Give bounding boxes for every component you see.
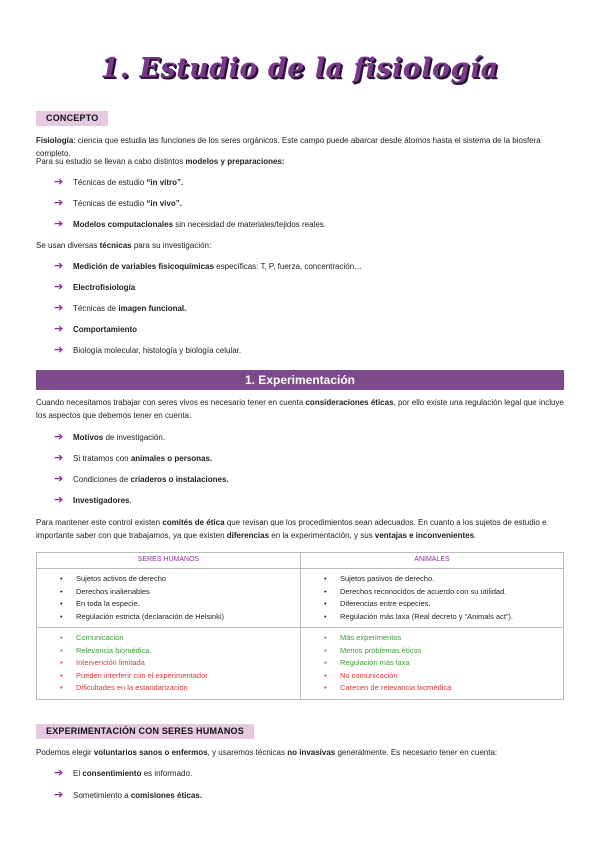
item-text: Condiciones de: [73, 475, 131, 484]
list-item: • Sujetos activos de derecho: [37, 573, 300, 586]
item-text-post: sin necesidad de materiales/tejidos reales.: [173, 220, 327, 229]
arrow-icon: ➔: [54, 344, 64, 356]
list-item: • Comunicación: [37, 632, 300, 645]
humans-bold-b: voluntarios sanos o enfermos: [93, 748, 208, 757]
humans-text-e: generalmente. Es necesario tener en cuenta:: [335, 748, 498, 757]
item-text: Técnicas de: [73, 304, 119, 313]
table-header-animales: ANIMALES: [301, 553, 564, 569]
list-item: [54, 454, 554, 466]
list-item: [54, 496, 554, 508]
section-banner-experimentacion: 1. Experimentación: [36, 370, 564, 390]
page-title: 1. Estudio de la fisiología: [100, 53, 499, 84]
item-bold: comisiones éticas.: [130, 791, 202, 800]
techniques-intro-post: para su investigación:: [131, 241, 212, 250]
item-bold: animales o personas.: [130, 454, 213, 463]
item-text-post: de investigación.: [103, 433, 166, 442]
list-item: [54, 346, 554, 358]
models-intro-text: Para su estudio se llevan a cabo distintos: [36, 157, 186, 166]
list-item: • Relevancia biomédica.: [37, 645, 300, 658]
item-bold: imagen funcional.: [118, 304, 187, 313]
definition-text: : ciencia que estudia las funciones de los seres orgánicos. Este campo puede abarcar desde átomos hasta el sistema de la biosfera completo.: [36, 136, 541, 158]
item-bold: Medición de variables fisicoquímicas: [73, 262, 214, 271]
list-item: • Regulación más laxa (Real decreto y “Animals act”).: [301, 611, 563, 624]
table-cell: [37, 628, 301, 700]
item-text: Si tratamos con: [73, 454, 131, 463]
item-bold: Electrofisiología: [73, 283, 136, 292]
item-text-post: .: [129, 496, 132, 505]
arrow-icon: ➔: [54, 197, 64, 209]
ethics-text: Cuando necesitamos trabajar con seres vivos es necesario tener en cuenta: [36, 398, 306, 407]
item-bold: “in vitro”.: [146, 178, 184, 187]
list-item: • Diferencias entre especies.: [301, 598, 563, 611]
list-item: • Regulación más laxa: [301, 657, 563, 670]
item-bold: Comportamiento: [73, 325, 137, 334]
committees-text-g: .: [474, 530, 477, 540]
list-item: [54, 791, 554, 803]
committees-bold-f: ventajas e inconvenientes: [374, 530, 475, 540]
section-tag-humanos: EXPERIMENTACIÓN CON SERES HUMANOS: [36, 724, 254, 739]
item-bold: Investigadores: [73, 496, 130, 505]
arrow-icon: ➔: [54, 176, 64, 188]
techniques-intro-text: Se usan diversas: [36, 241, 100, 250]
arrow-icon: ➔: [54, 323, 64, 335]
committees-text-c: que revisan que los procedimientos sean adecuados. En cuanto a los sujetos de estudio e importante saber con que trabajamos, ya que existen: [36, 518, 547, 540]
table-header-humanos: SERES HUMANOS: [37, 553, 301, 569]
committees-bold-b: comités de ética: [162, 518, 225, 527]
list-item: [54, 769, 554, 781]
list-item: • Pueden interferir con el experimentador: [37, 670, 300, 683]
arrow-icon: ➔: [54, 431, 64, 443]
list-item: • Derechos reconocidos de acuerdo con su utilidad.: [301, 586, 563, 599]
arrow-icon: ➔: [54, 767, 64, 779]
list-item: [54, 475, 554, 487]
item-text: Técnicas de estudio: [73, 178, 147, 187]
list-item: [54, 304, 554, 316]
humans-text-c: , y usaremos técnicas: [207, 748, 288, 757]
item-bold: consentimiento: [82, 769, 142, 778]
item-text: Sometimiento a: [73, 791, 131, 800]
item-text-post: es informado.: [141, 769, 193, 778]
list-item: • No comunicación: [301, 670, 563, 683]
section-tag-concepto: CONCEPTO: [36, 111, 108, 126]
list-item: [54, 325, 554, 337]
humans-text-a: Podemos elegir: [36, 748, 94, 757]
list-item: [54, 178, 554, 190]
item-text: Biología molecular, histología y biología celular.: [73, 346, 242, 355]
humans-bold-d: no invasivas: [287, 748, 336, 757]
committees-text-e: en la experimentación, y sus: [269, 530, 375, 540]
techniques-intro: [36, 240, 564, 253]
list-item: [54, 283, 554, 295]
list-item: • Menos problemas éticos: [301, 645, 563, 658]
list-item: • Sujetos pasivos de derecho.: [301, 573, 563, 586]
models-intro-bold: modelos y preparaciones:: [185, 157, 285, 166]
item-text-post: específicas: T, P, fuerza, concentración…: [213, 262, 363, 271]
arrow-icon: ➔: [54, 452, 64, 464]
item-bold: Modelos computacionales: [73, 220, 174, 229]
arrow-icon: ➔: [54, 302, 64, 314]
humans-paragraph: [36, 747, 564, 760]
table-cell: [301, 569, 564, 628]
comparison-table: [36, 552, 564, 700]
ethics-paragraph: [36, 397, 564, 422]
models-intro: [36, 156, 564, 169]
item-bold: Motivos: [73, 433, 104, 442]
committees-text-a: Para mantener este control existen: [36, 518, 163, 527]
committees-paragraph: [36, 517, 564, 542]
ethics-text-post: , por ello existe una regulación legal que incluye los aspectos que debemos tener en cuenta:: [36, 398, 564, 420]
list-item: [54, 199, 554, 211]
ethics-bold: consideraciones éticas: [305, 398, 394, 407]
arrow-icon: ➔: [54, 789, 64, 801]
list-item: • En toda la especie.: [37, 598, 300, 611]
list-item: [54, 433, 554, 445]
techniques-intro-bold: técnicas: [99, 241, 132, 250]
list-item: [54, 262, 554, 274]
list-item: • Dificultades en la estandarización: [37, 682, 300, 695]
table-row: [37, 569, 564, 628]
item-text: El: [73, 769, 83, 778]
item-bold: “in vivo”.: [146, 199, 182, 208]
arrow-icon: ➔: [54, 260, 64, 272]
list-item: • Regulación estricta (declaración de Helsinki): [37, 611, 300, 624]
arrow-icon: ➔: [54, 281, 64, 293]
arrow-icon: ➔: [54, 473, 64, 485]
arrow-icon: ➔: [54, 494, 64, 506]
table-cell: [37, 569, 301, 628]
committees-bold-d: diferencias: [226, 530, 270, 540]
list-item: [54, 220, 554, 232]
list-item: • Intervención limitada: [37, 657, 300, 670]
list-item: • Derechos inalienables: [37, 586, 300, 599]
definition-term: Fisiología: [36, 136, 74, 145]
list-item: • Más experimentos: [301, 632, 563, 645]
table-row: [37, 628, 564, 700]
item-text: Técnicas de estudio: [73, 199, 147, 208]
arrow-icon: ➔: [54, 218, 64, 230]
list-item: • Carecen de relevancia biomédica: [301, 682, 563, 695]
table-cell: [301, 628, 564, 700]
item-bold: criaderos o instalaciones.: [130, 475, 229, 484]
